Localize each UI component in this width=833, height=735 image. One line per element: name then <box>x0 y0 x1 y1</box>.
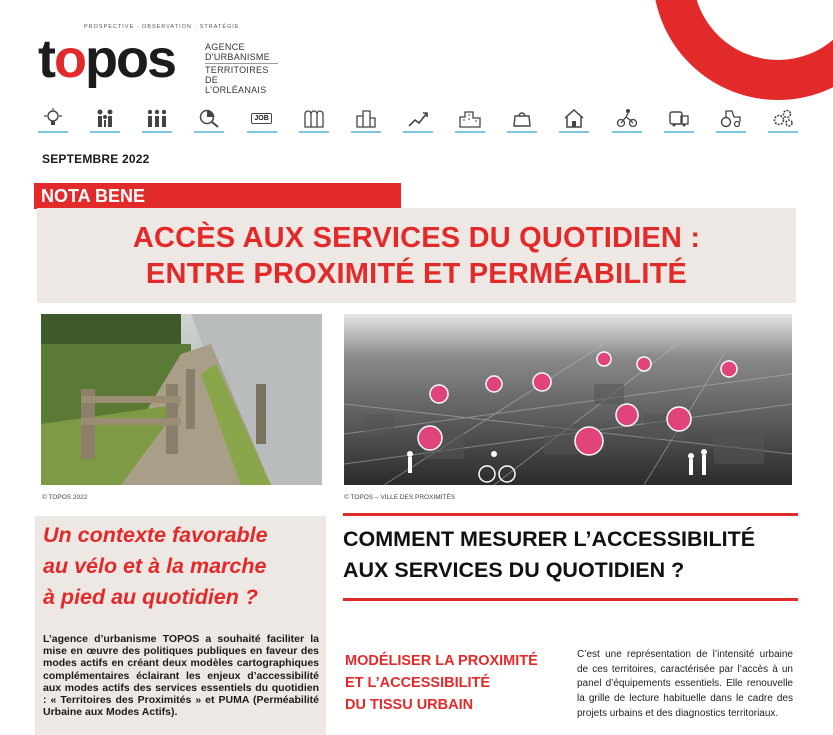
logo-tagline: PROSPECTIVE · OBSERVATION · STRATÉGIE <box>84 24 240 30</box>
logo-letter-t: t <box>38 29 54 89</box>
context-heading <box>35 516 326 613</box>
lightbulb-icon <box>38 105 68 133</box>
path-photo <box>41 314 322 485</box>
heading-line: Un contexte favorable <box>43 523 268 547</box>
theme-icon-row <box>38 104 798 134</box>
context-box <box>35 516 326 735</box>
magnifier-chart-icon <box>194 105 224 133</box>
heading-line: à pied au quotidien ? <box>43 585 258 609</box>
context-paragraph: L’agence d’urbanisme TOPOS a souhaité faciliter la mise en œuvre des politiques publiques en faveur des modes actifs en créant deux modèles cartographiques complémentaires éclairant les enjeux d’accessibilité aux modes actifs des services essentiels du quotidien : « Territoires des Proximités » et PUMA (Perméabilité Urbaine aux Modes Actifs). <box>43 633 319 719</box>
transport-icon <box>664 105 694 133</box>
subheading-line: DU TISSU URBAIN <box>345 697 474 713</box>
issue-date: SEPTEMBRE 2022 <box>42 152 150 166</box>
agency-line: D'URBANISME <box>205 52 271 62</box>
logo-letter-o: o <box>53 29 85 89</box>
accessibility-heading <box>343 516 798 586</box>
proximity-map-photo <box>344 314 792 485</box>
buildings-icon <box>351 105 381 133</box>
modeling-subheading <box>345 650 565 716</box>
tractor-icon <box>716 105 746 133</box>
purse-icon <box>507 105 537 133</box>
agency-line: TERRITOIRES <box>205 63 278 75</box>
job-label: JOB <box>251 113 271 124</box>
decorative-ring <box>653 0 833 100</box>
family-icon <box>90 105 120 133</box>
nota-bene-banner: NOTA BENE <box>34 183 401 209</box>
cyclist-icon <box>612 105 642 133</box>
title-box <box>37 208 796 303</box>
page-title <box>37 208 796 292</box>
heading-line: AUX SERVICES DU QUOTIDIEN ? <box>343 558 685 582</box>
logo-letters-pos: pos <box>84 29 175 89</box>
heading-line: COMMENT MESURER L’ACCESSIBILITÉ <box>343 527 756 551</box>
topos-logo[interactable] <box>38 22 278 95</box>
photo-credit-left: © TOPOS 2022 <box>42 494 88 501</box>
house-icon <box>559 105 589 133</box>
growth-chart-icon <box>403 105 433 133</box>
people-icon <box>142 105 172 133</box>
subheading-line: MODÉLISER LA PROXIMITÉ <box>345 653 538 669</box>
city-icon <box>455 105 485 133</box>
job-icon <box>247 105 277 133</box>
silos-icon <box>299 105 329 133</box>
accessibility-heading-block <box>343 513 798 601</box>
heading-line: au vélo et à la marche <box>43 554 267 578</box>
photo-credit-right: © TOPOS – VILLE DES PROXIMITÉS <box>344 494 456 501</box>
subheading-line: ET L’ACCESSIBILITÉ <box>345 675 491 691</box>
title-line: ENTRE PROXIMITÉ ET PERMÉABILITÉ <box>145 258 688 290</box>
gears-icon <box>768 105 798 133</box>
agency-line: DE L'ORLÉANAIS <box>205 75 267 95</box>
body-text-column: C’est une représentation de l’intensité urbaine de ces territoires, caractérisée par l’accès à un panel d’équipements essentiels. Elle renouvelle la grille de lecture habituelle dans le cadre des projets urbains et des diagnostics territoriaux. <box>577 649 793 719</box>
logo-wordmark <box>38 29 175 89</box>
agency-line: AGENCE <box>205 42 245 52</box>
logo-agency-text <box>205 42 278 95</box>
title-line: ACCÈS AUX SERVICES DU QUOTIDIEN : <box>132 222 701 254</box>
